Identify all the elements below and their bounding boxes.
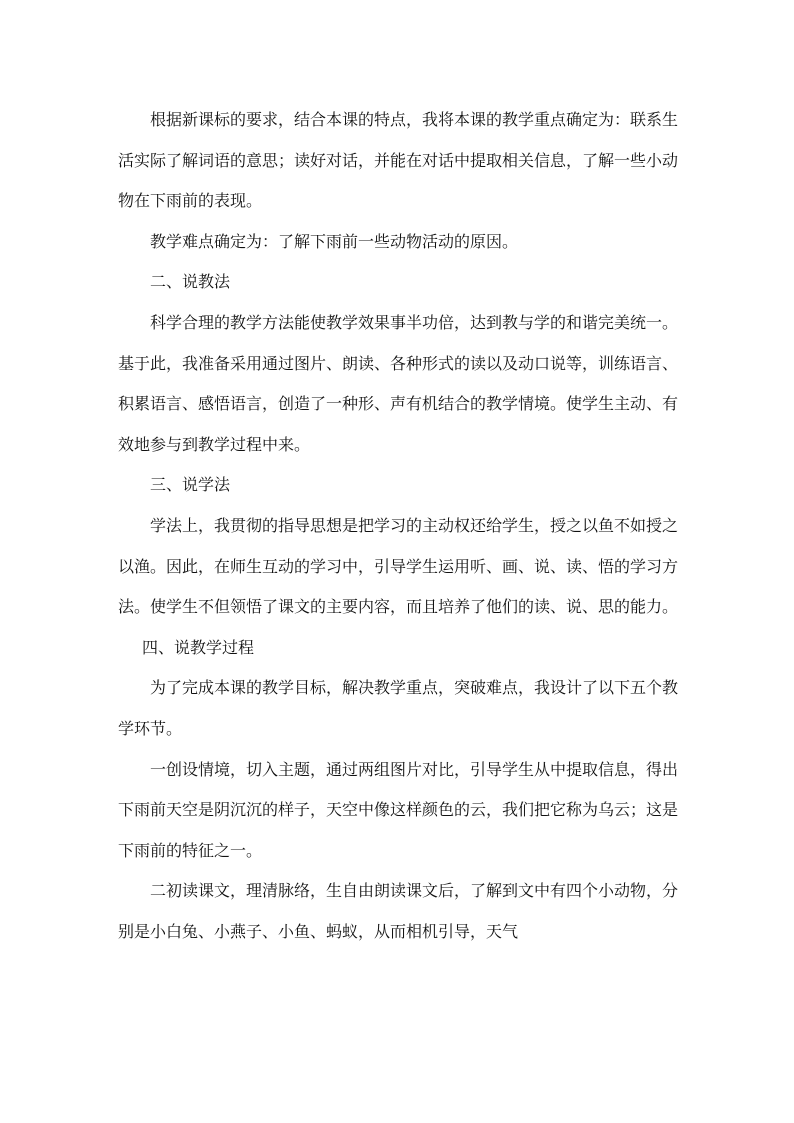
- paragraph-teaching-method: 科学合理的教学方法能使教学效果事半功倍，达到教与学的和谐完美统一。基于此，我准备采用通过图片、朗读、各种形式的读以及动口说等，训练语言、积累语言、感悟语言，创造了一种形、声有机结合的教学情境。使学生主动、有效地参与到教学过程中来。: [118, 312, 679, 454]
- paragraph-process-step-2: 二初读课文，理清脉络，生自由朗读课文后，了解到文中有四个小动物，分别是小白兔、小燕子、小鱼、蚂蚁，从而相机引导，天气: [118, 881, 679, 941]
- heading-learning-method: 三、说学法: [150, 475, 231, 495]
- document-body: [118, 100, 678, 952]
- paragraph-learning-method: 学法上，我贯彻的指导思想是把学习的主动权还给学生，授之以鱼不如授之以渔。因此，在师生互动的学习中，引导学生运用听、画、说、读、悟的学习方法。使学生不但领悟了课文的主要内容，而且培养了他们的读、说、思的能力。: [118, 515, 679, 617]
- paragraph-process-step-1: 一创设情境，切入主题，通过两组图片对比，引导学生从中提取信息，得出下雨前天空是阴沉沉的样子，天空中像这样颜色的云，我们把它称为乌云；这是下雨前的特征之一。: [118, 759, 679, 860]
- paragraph-difficulty: 教学难点确定为：了解下雨前一些动物活动的原因。: [150, 231, 519, 251]
- paragraph-key-points: 根据新课标的要求，结合本课的特点，我将本课的教学重点确定为：联系生活实际了解词语的意思；读好对话，并能在对话中提取相关信息，了解一些小动物在下雨前的表现。: [118, 110, 679, 211]
- paragraph-process-intro: 为了完成本课的教学目标，解决教学重点，突破难点，我设计了以下五个教学环节。: [118, 678, 679, 738]
- heading-teaching-method: 二、说教法: [150, 272, 231, 292]
- heading-teaching-process: 四、说教学过程: [142, 637, 255, 657]
